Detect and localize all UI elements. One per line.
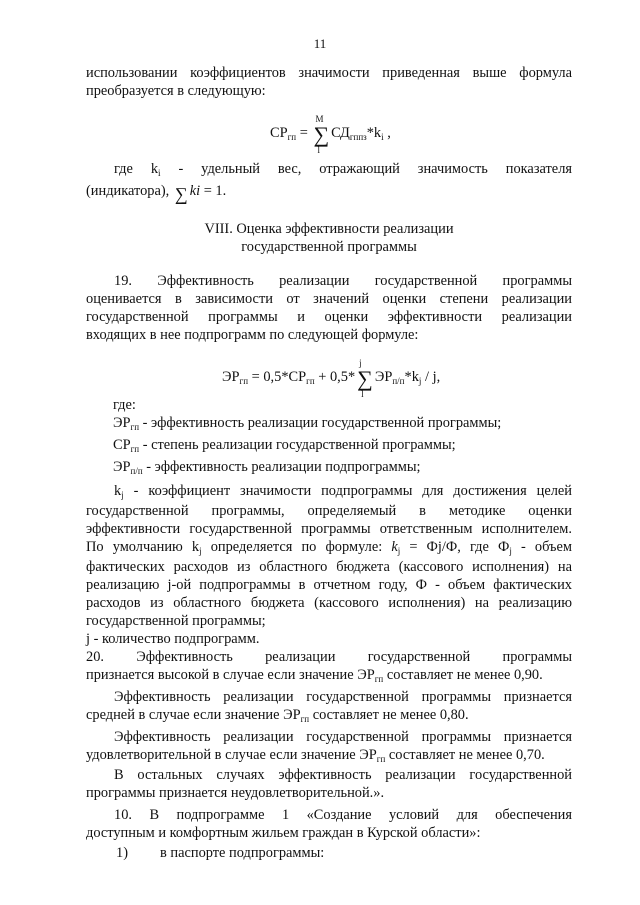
p19-line-1: 19. Эффективность реализации государственной программы [114, 273, 572, 289]
item-1-number: 1) [116, 845, 128, 861]
kj-line-5: фактических расходов из областного бюджета (кассового исполнения) на [86, 559, 572, 575]
sum-sign: ∑ M l [313, 114, 330, 155]
j-definition: j - количество подпрограмм. [86, 631, 260, 647]
where-2-label: где: [113, 397, 136, 413]
p19-line-3: государственной программы и оценки эффективности реализации [86, 309, 572, 325]
item-1-text: в паспорте подпрограммы: [160, 845, 325, 861]
page-number: 11 [313, 36, 327, 51]
kj-line-2: государственной программы, определяемый в методике оценки [86, 503, 572, 519]
kj-line-4: По умолчанию $k_j$ определяется по формуле: $k_j = Фj/Ф$, где $Ф_j$ - объем [86, 539, 572, 556]
p10-line-2: доступным и комфортным жильем граждан в Курской области»: [86, 825, 481, 841]
where-1-line-2: (индикатора), ∑ ki = 1. [86, 183, 227, 204]
where-1-line-1: где $k_i$ - удельный вес, отражающий значимость показателя [114, 161, 572, 178]
p20-line-2: признается высокой в случае если значение $ЭР_{гп}$ составляет не менее 0,90. [86, 667, 543, 684]
p-mid-line-2: средней в случае если значение $ЭР_{гп}$ составляет не менее 0,80. [86, 707, 469, 724]
formula-1: $СР_{гп}$ = ∑ M l $СД_{гппз}*k_i$ , [270, 114, 391, 155]
p-mid-line-1: Эффективность реализации государственной программы признается [114, 689, 572, 705]
section-heading-line-2: государственной программы [241, 239, 417, 255]
p19-line-2: оценивается в зависимости от значений оценки степени реализации [86, 291, 572, 307]
p-sat-line-1: Эффективность реализации государственной программы признается [114, 729, 572, 745]
intro-line-2: преобразуется в следующую: [86, 83, 266, 99]
p-other-line-2: программы признается неудовлетворительной.». [86, 785, 385, 801]
kj-line-7: расходов из областного бюджета (кассового исполнения) на реализацию [86, 595, 572, 611]
p10-line-1: 10. В подпрограмме 1 «Создание условий для обеспечения [114, 807, 572, 823]
kj-line-3: эффективности государственной программы ответственным исполнителем. [86, 521, 572, 537]
formula-2: $ЭР_{гп} = 0,5*СР_{гп} + 0,5*\sum$ j l $ЭР_{п/п}*k_j$ / j, [222, 358, 441, 399]
section-heading-line-1: VIII. Оценка эффективности реализации [204, 221, 454, 237]
p20-line-1: 20. Эффективность реализации государственной программы [86, 649, 572, 665]
sum-sign: ∑ j l [357, 358, 373, 399]
p-sat-line-2: удовлетворительной в случае если значение $ЭР_{гп}$ составляет не менее 0,70. [86, 747, 545, 764]
intro-line-1: использовании коэффициентов значимости приведенная выше формула [86, 65, 572, 81]
def-srp-gp: $СР_{гп}$ - степень реализации государственной программы; [113, 437, 456, 454]
p-other-line-1: В остальных случаях эффективность реализации государственной [114, 767, 572, 783]
def-erp-pp: $ЭР_{п/п}$ - эффективность реализации подпрограммы; [113, 459, 421, 476]
kj-line-1: $k_j$ - коэффициент значимости подпрограммы для достижения целей [114, 483, 572, 500]
sum-sign: ∑ [174, 184, 188, 204]
p19-line-4: входящих в нее подпрограмм по следующей формуле: [86, 327, 419, 343]
kj-line-6: реализацию j-ой подпрограммы в отчетном году, Ф - объем фактических [86, 577, 572, 593]
kj-line-8: государственной программы; [86, 613, 266, 629]
def-erp-gp: $ЭР_{гп}$ - эффективность реализации государственной программы; [113, 415, 502, 432]
